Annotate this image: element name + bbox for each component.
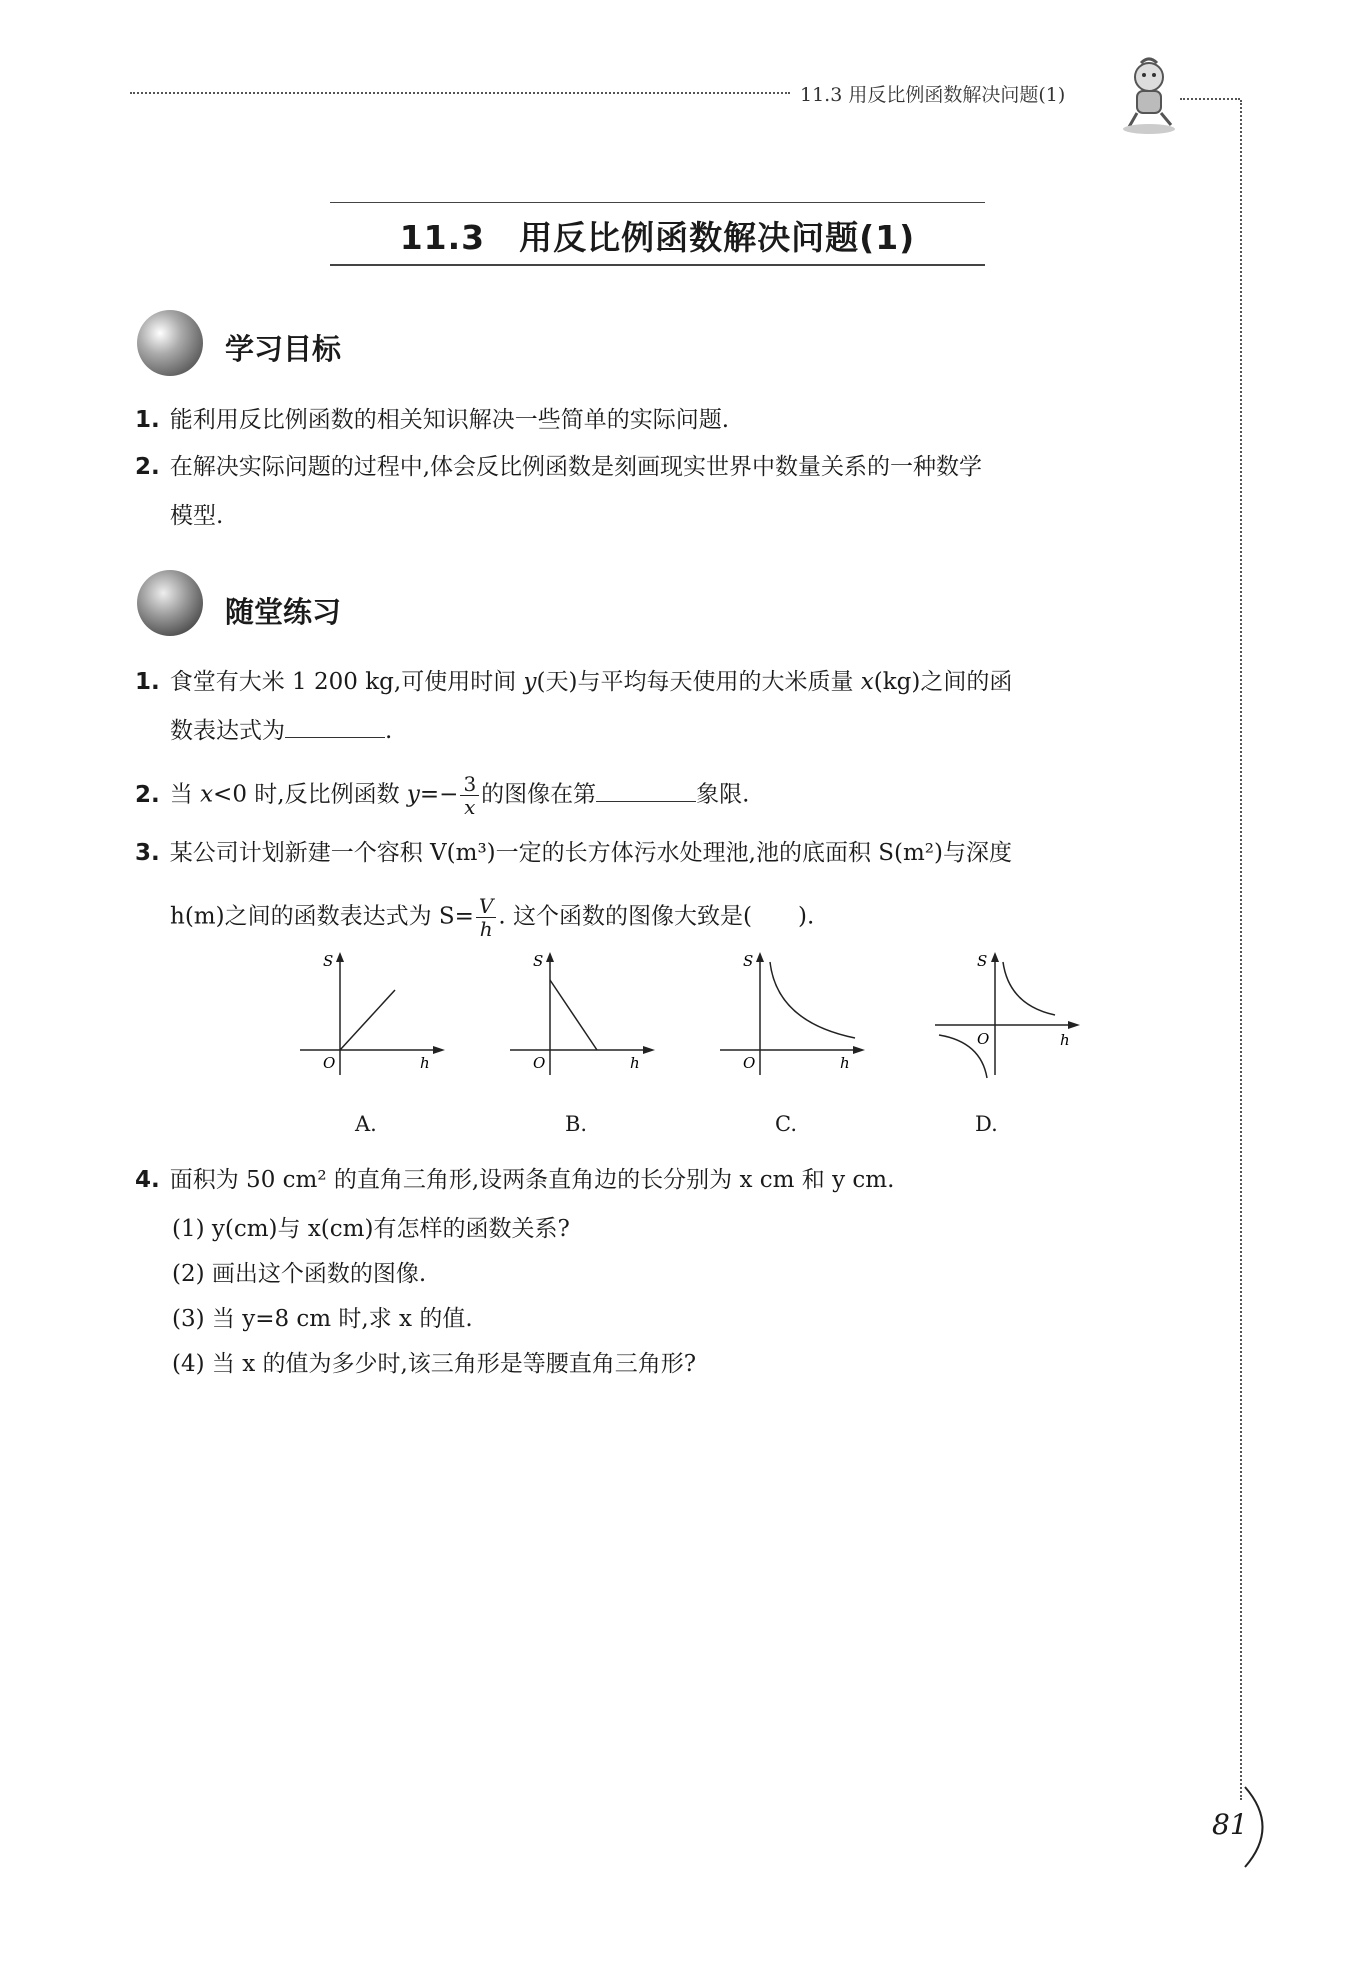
title-rule-top (330, 202, 985, 203)
question-3-cont: h(m)之间的函数表达式为 S= $\frac{V}{h}$ . 这个函数的图像大致是( ). (170, 894, 815, 941)
graph-option-c (715, 950, 875, 1085)
answer-blank-1[interactable] (285, 717, 385, 738)
question-1-cont: 数表达式为 . (170, 718, 393, 744)
question-1: 1. 食堂有大米 1 200 kg,可使用时间 y(天)与平均每天使用的大米质量 x(kg)之间的函 (135, 669, 1013, 695)
fraction-v-over-h: $\frac{V}{h}$ (476, 895, 496, 940)
fraction-3-over-x: $\frac{3}{x}$ (460, 773, 479, 818)
option-c-label[interactable]: C. (775, 1112, 797, 1136)
question-4-part-1: (1) y(cm)与 x(cm)有怎样的函数关系? (172, 1216, 570, 1242)
origin-label: O (323, 1054, 336, 1072)
origin-label: O (977, 1030, 990, 1048)
option-a-label[interactable]: A. (355, 1112, 377, 1136)
question-4: 4. 面积为 50 cm² 的直角三角形,设两条直角边的长分别为 x cm 和 y cm. (135, 1167, 895, 1193)
header-rule-right (1180, 98, 1240, 100)
title-rule-bottom (330, 264, 985, 266)
question-2: 2. 当 x<0 时,反比例函数 y=− $\frac{3}{x}$ 的图像在第 象限. (135, 772, 750, 819)
graph-option-b (505, 950, 665, 1085)
page-border (1240, 100, 1242, 1800)
question-4-part-4: (4) 当 x 的值为多少时,该三角形是等腰直角三角形? (172, 1351, 697, 1377)
globe-icon (137, 310, 203, 376)
axis-s-label: S (743, 952, 754, 970)
axis-h-label: h (630, 1054, 640, 1072)
option-d-label[interactable]: D. (975, 1112, 998, 1136)
page-number: 81 (1212, 1808, 1248, 1841)
axis-s-label: S (533, 952, 544, 970)
axis-s-label: S (977, 952, 988, 970)
axis-s-label: S (323, 952, 334, 970)
origin-label: O (743, 1054, 756, 1072)
axis-h-label: h (420, 1054, 430, 1072)
goal-item-2: 2. 在解决实际问题的过程中,体会反比例函数是刻画现实世界中数量关系的一种数学 (135, 454, 983, 480)
origin-label: O (533, 1054, 546, 1072)
question-4-part-3: (3) 当 y=8 cm 时,求 x 的值. (172, 1306, 473, 1332)
axis-h-label: h (840, 1054, 850, 1072)
option-b-label[interactable]: B. (565, 1112, 588, 1136)
question-4-part-2: (2) 画出这个函数的图像. (172, 1261, 427, 1287)
goal-item-2-cont: 模型. (170, 503, 224, 529)
page-title: 11.3 用反比例函数解决问题(1) (399, 218, 916, 257)
header-rule (130, 92, 790, 94)
running-title: 11.3 用反比例函数解决问题(1) (800, 84, 1066, 106)
graph-option-a (295, 950, 455, 1085)
section-heading-practice: 随堂练习 (225, 595, 342, 629)
question-3: 3. 某公司计划新建一个容积 V(m³)一定的长方体污水处理池,池的底面积 S(m²)与深度 (135, 840, 1013, 866)
goal-item-1: 1. 能利用反比例函数的相关知识解决一些简单的实际问题. (135, 407, 730, 433)
axis-h-label: h (1060, 1031, 1070, 1049)
mascot-icon (1115, 55, 1183, 135)
globe-grid-icon (137, 570, 203, 636)
answer-blank-2[interactable] (596, 781, 696, 802)
section-heading-goals: 学习目标 (225, 332, 342, 366)
graph-option-d (925, 950, 1085, 1085)
